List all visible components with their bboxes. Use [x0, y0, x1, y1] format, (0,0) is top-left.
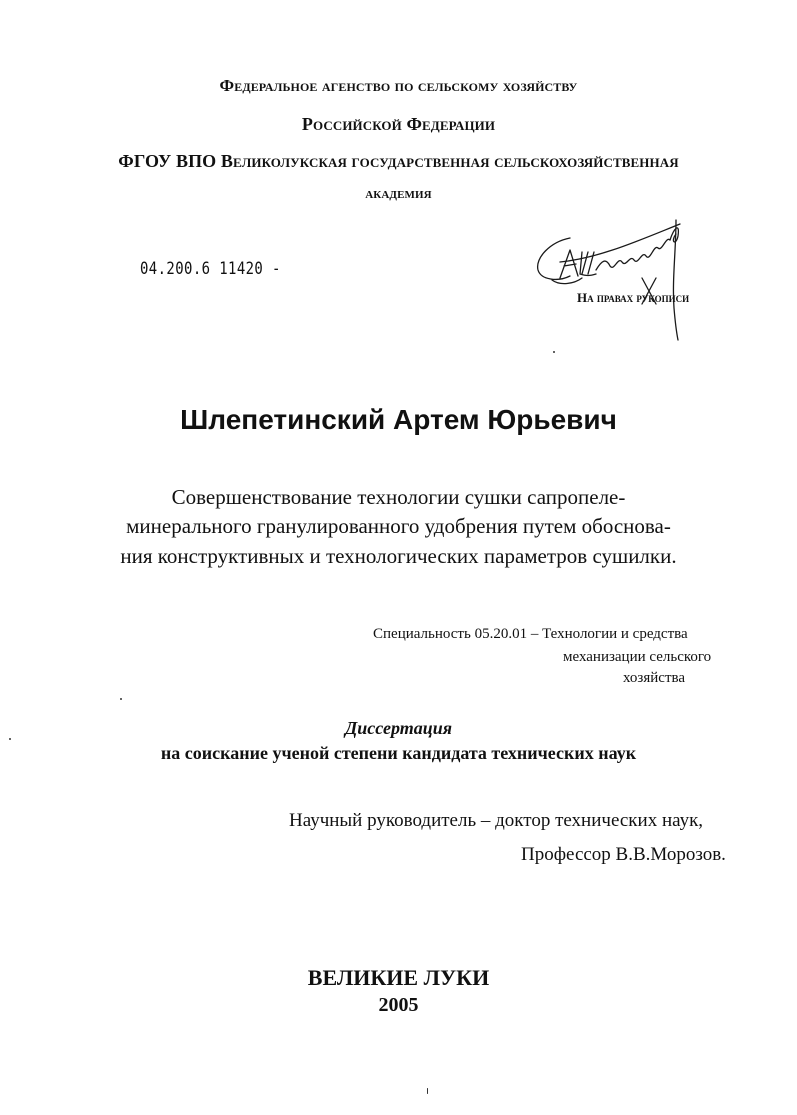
- author-name: Шлепетинский Артем Юрьевич: [180, 404, 617, 435]
- title-line: минерального гранулированного удобрения путем обоснова-: [126, 514, 671, 538]
- scan-speck: [9, 738, 11, 740]
- specialty-line: механизации сельского: [563, 649, 712, 665]
- scan-speck: [427, 1088, 428, 1094]
- year: 2005: [378, 994, 419, 1016]
- title-line: ния конструктивных и технологических параметров сушилки.: [120, 544, 677, 568]
- title-line: Совершенствование технологии сушки сапропеле-: [171, 485, 626, 509]
- org-line-academy-end: академия: [365, 186, 432, 202]
- archive-number: 04.200.6 11420 -: [140, 259, 281, 279]
- org-line-academy: ФГОУ ВПО Великолукская государственная сельскохозяйственная: [118, 151, 679, 171]
- org-line-federation: Российской Федерации: [301, 114, 496, 134]
- degree-line: на соискание ученой степени кандидата технических наук: [160, 743, 637, 763]
- scan-speck: [120, 698, 122, 700]
- advisor-name: Профессор В.В.Морозов.: [521, 844, 726, 865]
- manuscript-note: На правах рукописи: [577, 290, 690, 305]
- advisor-line: Научный руководитель – доктор технических наук,: [289, 810, 704, 831]
- specialty-line: хозяйства: [623, 670, 686, 686]
- dissertation-label: Диссертация: [344, 718, 453, 738]
- handwritten-signature-icon: [530, 200, 705, 350]
- scan-speck: [553, 351, 555, 353]
- org-line-agency: Федеральное агенство по сельскому хозяйству: [219, 76, 578, 95]
- specialty-line: Специальность 05.20.01 – Технологии и средства: [373, 626, 688, 642]
- city: ВЕЛИКИЕ ЛУКИ: [307, 965, 490, 990]
